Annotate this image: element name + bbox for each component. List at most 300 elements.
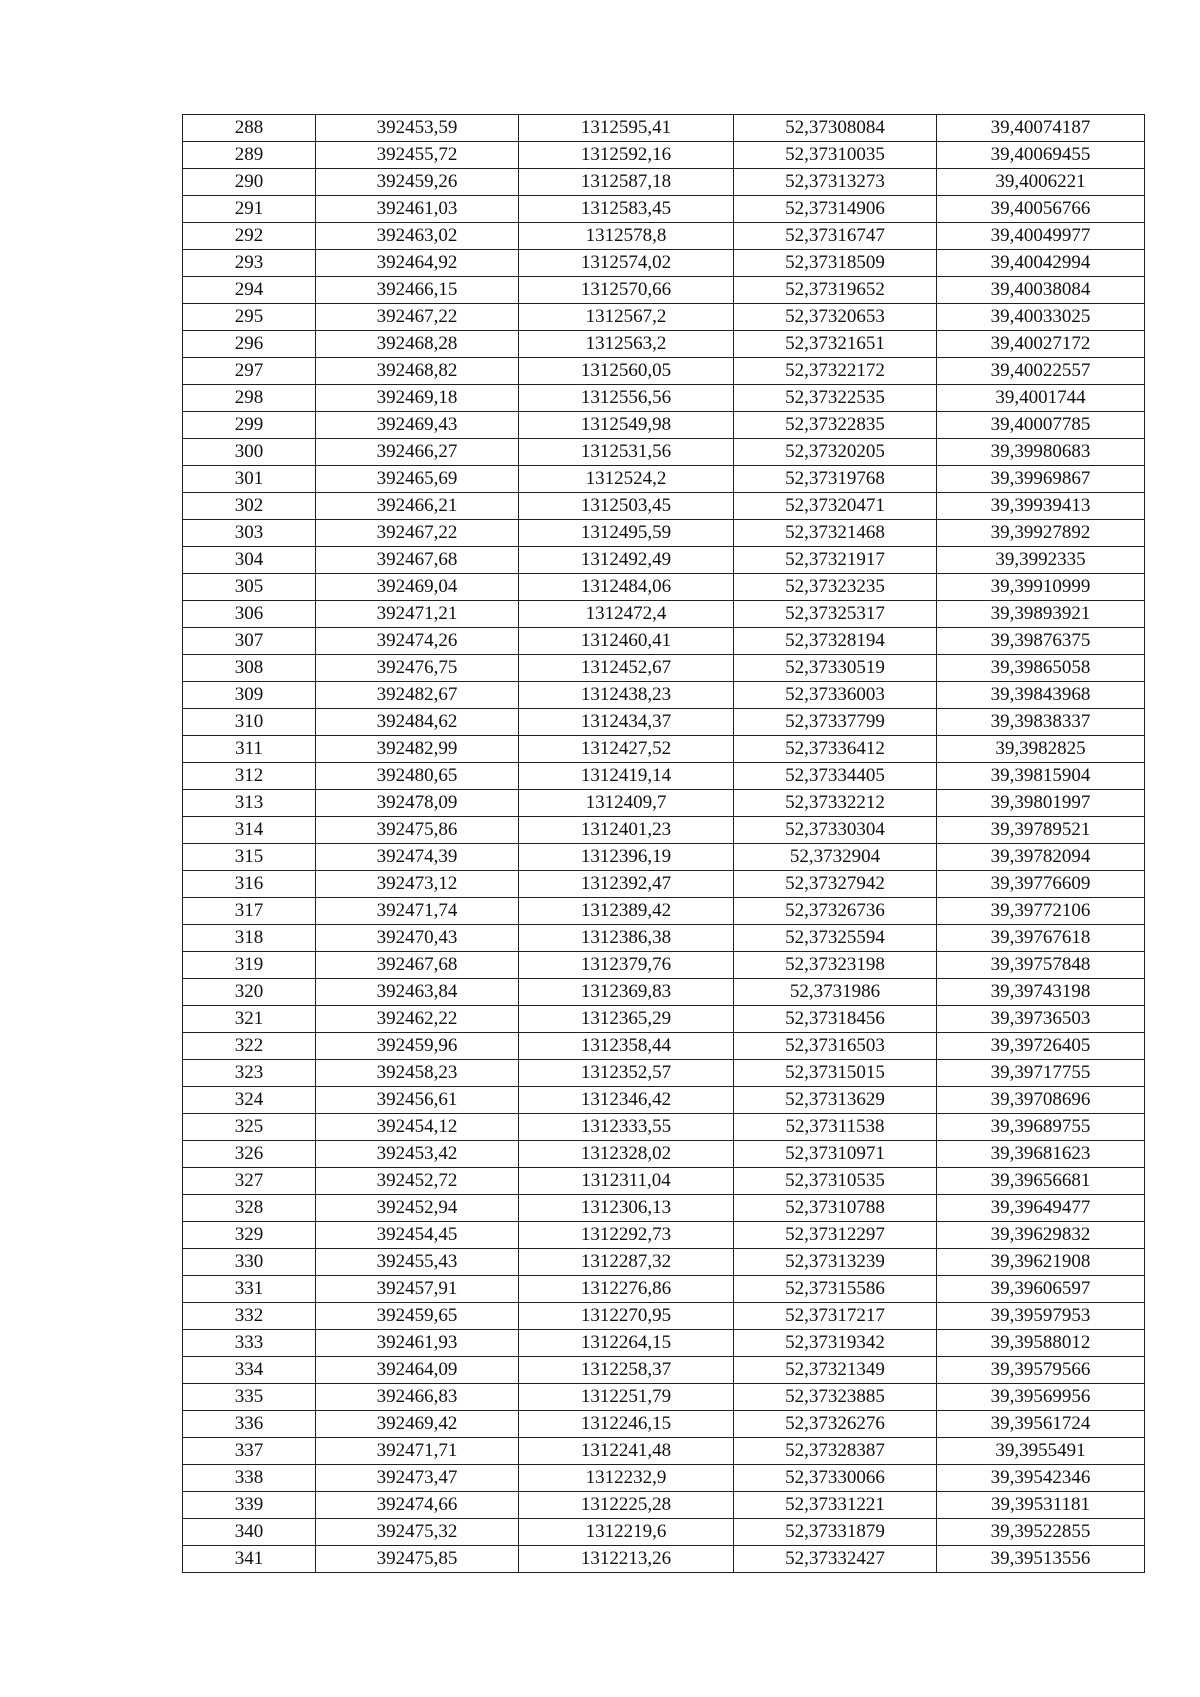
x-coordinate-cell: 392469,42 <box>316 1411 519 1438</box>
table-row <box>183 601 1145 628</box>
x-coordinate-cell: 392471,74 <box>316 898 519 925</box>
x-coordinate-cell: 392469,43 <box>316 412 519 439</box>
y-coordinate-cell: 1312560,05 <box>519 358 734 385</box>
longitude-cell: 39,40042994 <box>937 250 1145 277</box>
latitude-cell: 52,37319342 <box>734 1330 937 1357</box>
y-coordinate-cell: 1312492,49 <box>519 547 734 574</box>
longitude-cell: 39,39597953 <box>937 1303 1145 1330</box>
longitude-cell: 39,39969867 <box>937 466 1145 493</box>
longitude-cell: 39,39865058 <box>937 655 1145 682</box>
latitude-cell: 52,37331879 <box>734 1519 937 1546</box>
longitude-cell: 39,39569956 <box>937 1384 1145 1411</box>
x-coordinate-cell: 392469,18 <box>316 385 519 412</box>
latitude-cell: 52,37331221 <box>734 1492 937 1519</box>
longitude-cell: 39,39815904 <box>937 763 1145 790</box>
longitude-cell: 39,39708696 <box>937 1087 1145 1114</box>
latitude-cell: 52,37334405 <box>734 763 937 790</box>
x-coordinate-cell: 392467,22 <box>316 304 519 331</box>
longitude-cell: 39,40069455 <box>937 142 1145 169</box>
point-number-cell: 312 <box>183 763 316 790</box>
latitude-cell: 52,37313239 <box>734 1249 937 1276</box>
latitude-cell: 52,37328194 <box>734 628 937 655</box>
point-number-cell: 338 <box>183 1465 316 1492</box>
x-coordinate-cell: 392475,32 <box>316 1519 519 1546</box>
table-row <box>183 871 1145 898</box>
y-coordinate-cell: 1312258,37 <box>519 1357 734 1384</box>
x-coordinate-cell: 392452,94 <box>316 1195 519 1222</box>
latitude-cell: 52,37318509 <box>734 250 937 277</box>
table-row <box>183 763 1145 790</box>
x-coordinate-cell: 392478,09 <box>316 790 519 817</box>
y-coordinate-cell: 1312264,15 <box>519 1330 734 1357</box>
point-number-cell: 306 <box>183 601 316 628</box>
point-number-cell: 307 <box>183 628 316 655</box>
x-coordinate-cell: 392466,27 <box>316 439 519 466</box>
latitude-cell: 52,37322535 <box>734 385 937 412</box>
latitude-cell: 52,37332427 <box>734 1546 937 1573</box>
latitude-cell: 52,37310788 <box>734 1195 937 1222</box>
table-row <box>183 1276 1145 1303</box>
longitude-cell: 39,39876375 <box>937 628 1145 655</box>
y-coordinate-cell: 1312524,2 <box>519 466 734 493</box>
point-number-cell: 311 <box>183 736 316 763</box>
x-coordinate-cell: 392480,65 <box>316 763 519 790</box>
y-coordinate-cell: 1312346,42 <box>519 1087 734 1114</box>
y-coordinate-cell: 1312219,6 <box>519 1519 734 1546</box>
longitude-cell: 39,39629832 <box>937 1222 1145 1249</box>
x-coordinate-cell: 392456,61 <box>316 1087 519 1114</box>
latitude-cell: 52,37321917 <box>734 547 937 574</box>
longitude-cell: 39,39767618 <box>937 925 1145 952</box>
table-row <box>183 1222 1145 1249</box>
point-number-cell: 326 <box>183 1141 316 1168</box>
point-number-cell: 337 <box>183 1438 316 1465</box>
y-coordinate-cell: 1312452,67 <box>519 655 734 682</box>
x-coordinate-cell: 392467,68 <box>316 547 519 574</box>
longitude-cell: 39,39513556 <box>937 1546 1145 1573</box>
y-coordinate-cell: 1312592,16 <box>519 142 734 169</box>
table-row <box>183 952 1145 979</box>
y-coordinate-cell: 1312358,44 <box>519 1033 734 1060</box>
longitude-cell: 39,40049977 <box>937 223 1145 250</box>
table-row <box>183 331 1145 358</box>
point-number-cell: 319 <box>183 952 316 979</box>
y-coordinate-cell: 1312369,83 <box>519 979 734 1006</box>
table-row <box>183 1546 1145 1573</box>
point-number-cell: 313 <box>183 790 316 817</box>
y-coordinate-cell: 1312292,73 <box>519 1222 734 1249</box>
x-coordinate-cell: 392466,21 <box>316 493 519 520</box>
point-number-cell: 320 <box>183 979 316 1006</box>
x-coordinate-cell: 392462,22 <box>316 1006 519 1033</box>
latitude-cell: 52,37312297 <box>734 1222 937 1249</box>
latitude-cell: 52,37322172 <box>734 358 937 385</box>
table-row <box>183 1114 1145 1141</box>
y-coordinate-cell: 1312276,86 <box>519 1276 734 1303</box>
point-number-cell: 293 <box>183 250 316 277</box>
x-coordinate-cell: 392458,23 <box>316 1060 519 1087</box>
y-coordinate-cell: 1312328,02 <box>519 1141 734 1168</box>
table-row <box>183 385 1145 412</box>
x-coordinate-cell: 392467,68 <box>316 952 519 979</box>
y-coordinate-cell: 1312484,06 <box>519 574 734 601</box>
longitude-cell: 39,39649477 <box>937 1195 1145 1222</box>
x-coordinate-cell: 392455,43 <box>316 1249 519 1276</box>
y-coordinate-cell: 1312270,95 <box>519 1303 734 1330</box>
latitude-cell: 52,37310035 <box>734 142 937 169</box>
longitude-cell: 39,39927892 <box>937 520 1145 547</box>
longitude-cell: 39,39606597 <box>937 1276 1145 1303</box>
x-coordinate-cell: 392473,12 <box>316 871 519 898</box>
latitude-cell: 52,37327942 <box>734 871 937 898</box>
point-number-cell: 327 <box>183 1168 316 1195</box>
longitude-cell: 39,39579566 <box>937 1357 1145 1384</box>
x-coordinate-cell: 392482,99 <box>316 736 519 763</box>
point-number-cell: 295 <box>183 304 316 331</box>
x-coordinate-cell: 392469,04 <box>316 574 519 601</box>
longitude-cell: 39,39838337 <box>937 709 1145 736</box>
latitude-cell: 52,37323198 <box>734 952 937 979</box>
point-number-cell: 296 <box>183 331 316 358</box>
longitude-cell: 39,3992335 <box>937 547 1145 574</box>
point-number-cell: 289 <box>183 142 316 169</box>
x-coordinate-cell: 392471,21 <box>316 601 519 628</box>
table-row <box>183 493 1145 520</box>
table-row <box>183 1357 1145 1384</box>
latitude-cell: 52,37321468 <box>734 520 937 547</box>
table-row <box>183 1087 1145 1114</box>
longitude-cell: 39,39743198 <box>937 979 1145 1006</box>
table-row <box>183 1141 1145 1168</box>
longitude-cell: 39,39782094 <box>937 844 1145 871</box>
y-coordinate-cell: 1312567,2 <box>519 304 734 331</box>
point-number-cell: 325 <box>183 1114 316 1141</box>
table-row <box>183 709 1145 736</box>
table-row <box>183 682 1145 709</box>
y-coordinate-cell: 1312570,66 <box>519 277 734 304</box>
longitude-cell: 39,39588012 <box>937 1330 1145 1357</box>
table-row <box>183 250 1145 277</box>
x-coordinate-cell: 392465,69 <box>316 466 519 493</box>
table-row <box>183 1330 1145 1357</box>
point-number-cell: 300 <box>183 439 316 466</box>
table-row <box>183 1492 1145 1519</box>
coordinates-table <box>182 114 1145 1573</box>
y-coordinate-cell: 1312460,41 <box>519 628 734 655</box>
x-coordinate-cell: 392464,92 <box>316 250 519 277</box>
latitude-cell: 52,37318456 <box>734 1006 937 1033</box>
table-row <box>183 925 1145 952</box>
latitude-cell: 52,37313629 <box>734 1087 937 1114</box>
longitude-cell: 39,39757848 <box>937 952 1145 979</box>
table-row <box>183 979 1145 1006</box>
y-coordinate-cell: 1312306,13 <box>519 1195 734 1222</box>
longitude-cell: 39,40056766 <box>937 196 1145 223</box>
point-number-cell: 323 <box>183 1060 316 1087</box>
longitude-cell: 39,40027172 <box>937 331 1145 358</box>
y-coordinate-cell: 1312595,41 <box>519 115 734 142</box>
longitude-cell: 39,3982825 <box>937 736 1145 763</box>
table-row <box>183 790 1145 817</box>
x-coordinate-cell: 392466,83 <box>316 1384 519 1411</box>
point-number-cell: 291 <box>183 196 316 223</box>
x-coordinate-cell: 392454,12 <box>316 1114 519 1141</box>
point-number-cell: 341 <box>183 1546 316 1573</box>
latitude-cell: 52,37314906 <box>734 196 937 223</box>
latitude-cell: 52,3732904 <box>734 844 937 871</box>
latitude-cell: 52,37313273 <box>734 169 937 196</box>
table-row <box>183 844 1145 871</box>
table-row <box>183 142 1145 169</box>
x-coordinate-cell: 392453,42 <box>316 1141 519 1168</box>
latitude-cell: 52,37322835 <box>734 412 937 439</box>
longitude-cell: 39,39893921 <box>937 601 1145 628</box>
table-row <box>183 1519 1145 1546</box>
x-coordinate-cell: 392471,71 <box>316 1438 519 1465</box>
table-row <box>183 1060 1145 1087</box>
x-coordinate-cell: 392459,65 <box>316 1303 519 1330</box>
y-coordinate-cell: 1312246,15 <box>519 1411 734 1438</box>
point-number-cell: 299 <box>183 412 316 439</box>
x-coordinate-cell: 392461,03 <box>316 196 519 223</box>
point-number-cell: 340 <box>183 1519 316 1546</box>
point-number-cell: 310 <box>183 709 316 736</box>
longitude-cell: 39,39522855 <box>937 1519 1145 1546</box>
point-number-cell: 317 <box>183 898 316 925</box>
point-number-cell: 334 <box>183 1357 316 1384</box>
point-number-cell: 322 <box>183 1033 316 1060</box>
y-coordinate-cell: 1312549,98 <box>519 412 734 439</box>
latitude-cell: 52,37325317 <box>734 601 937 628</box>
x-coordinate-cell: 392482,67 <box>316 682 519 709</box>
latitude-cell: 52,3731986 <box>734 979 937 1006</box>
longitude-cell: 39,4006221 <box>937 169 1145 196</box>
x-coordinate-cell: 392454,45 <box>316 1222 519 1249</box>
table-row <box>183 547 1145 574</box>
x-coordinate-cell: 392467,22 <box>316 520 519 547</box>
y-coordinate-cell: 1312583,45 <box>519 196 734 223</box>
longitude-cell: 39,40074187 <box>937 115 1145 142</box>
coordinates-table-body <box>183 115 1145 1573</box>
y-coordinate-cell: 1312251,79 <box>519 1384 734 1411</box>
table-row <box>183 1249 1145 1276</box>
table-row <box>183 736 1145 763</box>
x-coordinate-cell: 392464,09 <box>316 1357 519 1384</box>
latitude-cell: 52,37310535 <box>734 1168 937 1195</box>
table-row <box>183 169 1145 196</box>
point-number-cell: 324 <box>183 1087 316 1114</box>
x-coordinate-cell: 392461,93 <box>316 1330 519 1357</box>
latitude-cell: 52,37328387 <box>734 1438 937 1465</box>
x-coordinate-cell: 392484,62 <box>316 709 519 736</box>
longitude-cell: 39,39980683 <box>937 439 1145 466</box>
table-row <box>183 1438 1145 1465</box>
y-coordinate-cell: 1312311,04 <box>519 1168 734 1195</box>
x-coordinate-cell: 392453,59 <box>316 115 519 142</box>
y-coordinate-cell: 1312213,26 <box>519 1546 734 1573</box>
latitude-cell: 52,37317217 <box>734 1303 937 1330</box>
y-coordinate-cell: 1312386,38 <box>519 925 734 952</box>
table-row <box>183 1465 1145 1492</box>
x-coordinate-cell: 392475,86 <box>316 817 519 844</box>
point-number-cell: 303 <box>183 520 316 547</box>
y-coordinate-cell: 1312563,2 <box>519 331 734 358</box>
x-coordinate-cell: 392468,82 <box>316 358 519 385</box>
y-coordinate-cell: 1312427,52 <box>519 736 734 763</box>
latitude-cell: 52,37323235 <box>734 574 937 601</box>
point-number-cell: 332 <box>183 1303 316 1330</box>
table-row <box>183 574 1145 601</box>
y-coordinate-cell: 1312531,56 <box>519 439 734 466</box>
y-coordinate-cell: 1312225,28 <box>519 1492 734 1519</box>
latitude-cell: 52,37319652 <box>734 277 937 304</box>
x-coordinate-cell: 392474,66 <box>316 1492 519 1519</box>
point-number-cell: 328 <box>183 1195 316 1222</box>
point-number-cell: 314 <box>183 817 316 844</box>
latitude-cell: 52,37308084 <box>734 115 937 142</box>
point-number-cell: 292 <box>183 223 316 250</box>
latitude-cell: 52,37315015 <box>734 1060 937 1087</box>
point-number-cell: 333 <box>183 1330 316 1357</box>
table-row <box>183 466 1145 493</box>
y-coordinate-cell: 1312287,32 <box>519 1249 734 1276</box>
point-number-cell: 294 <box>183 277 316 304</box>
point-number-cell: 321 <box>183 1006 316 1033</box>
y-coordinate-cell: 1312556,56 <box>519 385 734 412</box>
latitude-cell: 52,37326736 <box>734 898 937 925</box>
latitude-cell: 52,37315586 <box>734 1276 937 1303</box>
latitude-cell: 52,37316747 <box>734 223 937 250</box>
y-coordinate-cell: 1312365,29 <box>519 1006 734 1033</box>
longitude-cell: 39,39736503 <box>937 1006 1145 1033</box>
latitude-cell: 52,37321651 <box>734 331 937 358</box>
latitude-cell: 52,37320205 <box>734 439 937 466</box>
latitude-cell: 52,37336003 <box>734 682 937 709</box>
latitude-cell: 52,37325594 <box>734 925 937 952</box>
x-coordinate-cell: 392476,75 <box>316 655 519 682</box>
longitude-cell: 39,39726405 <box>937 1033 1145 1060</box>
point-number-cell: 302 <box>183 493 316 520</box>
x-coordinate-cell: 392475,85 <box>316 1546 519 1573</box>
point-number-cell: 336 <box>183 1411 316 1438</box>
y-coordinate-cell: 1312396,19 <box>519 844 734 871</box>
latitude-cell: 52,37332212 <box>734 790 937 817</box>
table-row <box>183 1384 1145 1411</box>
x-coordinate-cell: 392463,84 <box>316 979 519 1006</box>
x-coordinate-cell: 392473,47 <box>316 1465 519 1492</box>
longitude-cell: 39,4001744 <box>937 385 1145 412</box>
x-coordinate-cell: 392474,26 <box>316 628 519 655</box>
y-coordinate-cell: 1312574,02 <box>519 250 734 277</box>
point-number-cell: 298 <box>183 385 316 412</box>
y-coordinate-cell: 1312409,7 <box>519 790 734 817</box>
table-row <box>183 412 1145 439</box>
y-coordinate-cell: 1312241,48 <box>519 1438 734 1465</box>
latitude-cell: 52,37330066 <box>734 1465 937 1492</box>
longitude-cell: 39,39910999 <box>937 574 1145 601</box>
longitude-cell: 39,39656681 <box>937 1168 1145 1195</box>
table-row <box>183 520 1145 547</box>
point-number-cell: 288 <box>183 115 316 142</box>
longitude-cell: 39,39561724 <box>937 1411 1145 1438</box>
y-coordinate-cell: 1312587,18 <box>519 169 734 196</box>
longitude-cell: 39,39801997 <box>937 790 1145 817</box>
table-row <box>183 1006 1145 1033</box>
longitude-cell: 39,39789521 <box>937 817 1145 844</box>
table-row <box>183 1168 1145 1195</box>
table-row <box>183 196 1145 223</box>
table-row <box>183 1411 1145 1438</box>
latitude-cell: 52,37310971 <box>734 1141 937 1168</box>
table-row <box>183 1303 1145 1330</box>
x-coordinate-cell: 392470,43 <box>316 925 519 952</box>
x-coordinate-cell: 392463,02 <box>316 223 519 250</box>
longitude-cell: 39,3955491 <box>937 1438 1145 1465</box>
y-coordinate-cell: 1312392,47 <box>519 871 734 898</box>
y-coordinate-cell: 1312472,4 <box>519 601 734 628</box>
point-number-cell: 318 <box>183 925 316 952</box>
latitude-cell: 52,37330304 <box>734 817 937 844</box>
table-row <box>183 358 1145 385</box>
y-coordinate-cell: 1312578,8 <box>519 223 734 250</box>
point-number-cell: 308 <box>183 655 316 682</box>
table-row <box>183 1033 1145 1060</box>
latitude-cell: 52,37326276 <box>734 1411 937 1438</box>
latitude-cell: 52,37320653 <box>734 304 937 331</box>
x-coordinate-cell: 392455,72 <box>316 142 519 169</box>
latitude-cell: 52,37320471 <box>734 493 937 520</box>
x-coordinate-cell: 392459,96 <box>316 1033 519 1060</box>
y-coordinate-cell: 1312434,37 <box>519 709 734 736</box>
point-number-cell: 309 <box>183 682 316 709</box>
table-row <box>183 223 1145 250</box>
point-number-cell: 330 <box>183 1249 316 1276</box>
y-coordinate-cell: 1312495,59 <box>519 520 734 547</box>
x-coordinate-cell: 392466,15 <box>316 277 519 304</box>
point-number-cell: 316 <box>183 871 316 898</box>
point-number-cell: 329 <box>183 1222 316 1249</box>
longitude-cell: 39,39939413 <box>937 493 1145 520</box>
point-number-cell: 305 <box>183 574 316 601</box>
longitude-cell: 39,39621908 <box>937 1249 1145 1276</box>
table-row <box>183 655 1145 682</box>
longitude-cell: 39,39776609 <box>937 871 1145 898</box>
table-row <box>183 115 1145 142</box>
table-row <box>183 817 1145 844</box>
latitude-cell: 52,37311538 <box>734 1114 937 1141</box>
latitude-cell: 52,37337799 <box>734 709 937 736</box>
table-row <box>183 898 1145 925</box>
latitude-cell: 52,37323885 <box>734 1384 937 1411</box>
x-coordinate-cell: 392474,39 <box>316 844 519 871</box>
table-row <box>183 439 1145 466</box>
y-coordinate-cell: 1312232,9 <box>519 1465 734 1492</box>
longitude-cell: 39,40022557 <box>937 358 1145 385</box>
table-row <box>183 1195 1145 1222</box>
x-coordinate-cell: 392459,26 <box>316 169 519 196</box>
longitude-cell: 39,40038084 <box>937 277 1145 304</box>
y-coordinate-cell: 1312389,42 <box>519 898 734 925</box>
table-row <box>183 628 1145 655</box>
latitude-cell: 52,37316503 <box>734 1033 937 1060</box>
latitude-cell: 52,37336412 <box>734 736 937 763</box>
y-coordinate-cell: 1312419,14 <box>519 763 734 790</box>
longitude-cell: 39,40033025 <box>937 304 1145 331</box>
x-coordinate-cell: 392468,28 <box>316 331 519 358</box>
longitude-cell: 39,39531181 <box>937 1492 1145 1519</box>
y-coordinate-cell: 1312503,45 <box>519 493 734 520</box>
longitude-cell: 39,39542346 <box>937 1465 1145 1492</box>
